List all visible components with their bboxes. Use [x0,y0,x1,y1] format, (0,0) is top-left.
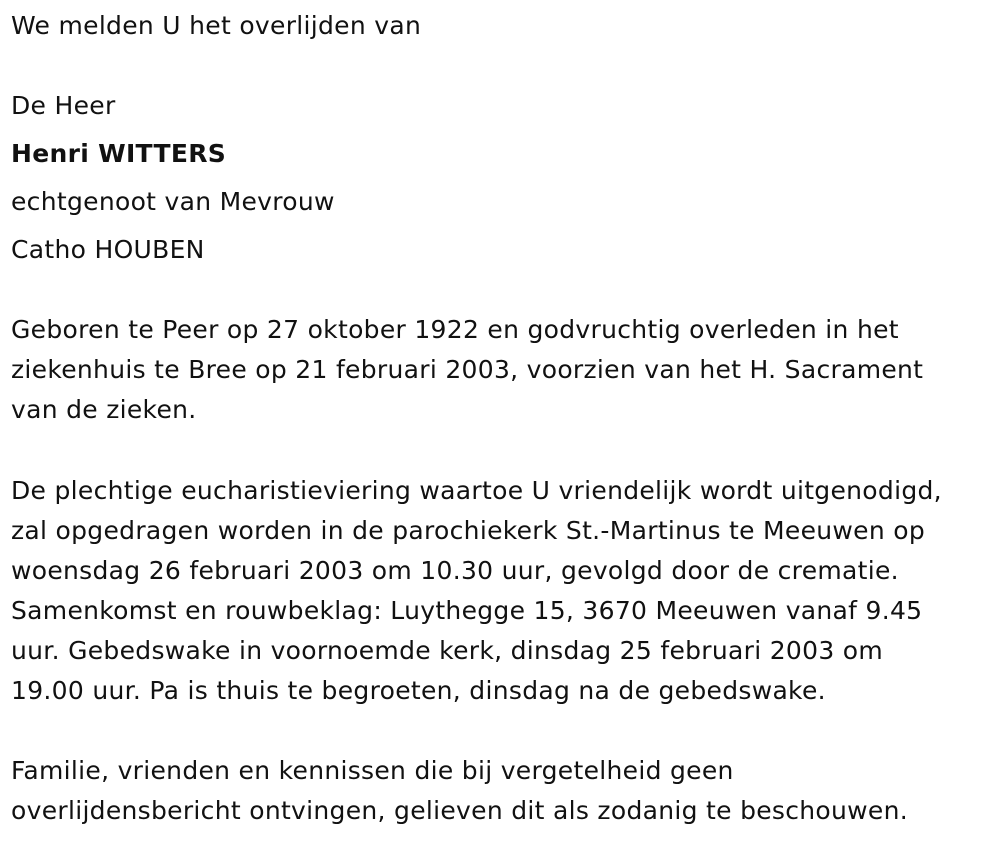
ceremony-line-2: zal opgedragen worden in de parochiekerk St.-Martinus te Meeuwen op [11,516,926,545]
ceremony-line-1: De plechtige eucharistieviering waartoe U vriendelijk wordt uitgenodigd, [11,476,942,505]
birth-death-line-1: Geboren te Peer op 27 oktober 1922 en godvruchtig overleden in het [11,315,899,344]
birth-death-line-2: ziekenhuis te Bree op 21 februari 2003, voorzien van het H. Sacrament [11,355,924,384]
ceremony-line-6: 19.00 uur. Pa is thuis te begroeten, dinsdag na de gebedswake. [11,676,826,705]
deceased-name: Henri WITTERS [11,139,227,168]
ceremony-line-5: uur. Gebedswake in voornoemde kerk, dinsdag 25 februari 2003 om [11,636,884,665]
closing-line-1: Familie, vrienden en kennissen die bij vergetelheid geen [11,756,734,785]
honorific: De Heer [11,91,116,120]
ceremony-line-3: woensdag 26 februari 2003 om 10.30 uur, gevolgd door de crematie. [11,556,899,585]
birth-death-line-3: van de zieken. [11,395,197,424]
spouse-name: Catho HOUBEN [11,235,205,264]
ceremony-line-4: Samenkomst en rouwbeklag: Luythegge 15, 3670 Meeuwen vanaf 9.45 [11,596,923,625]
spouse-label: echtgenoot van Mevrouw [11,187,335,216]
intro-text: We melden U het overlijden van [11,11,422,40]
closing-line-2: overlijdensbericht ontvingen, gelieven dit als zodanig te beschouwen. [11,796,908,825]
